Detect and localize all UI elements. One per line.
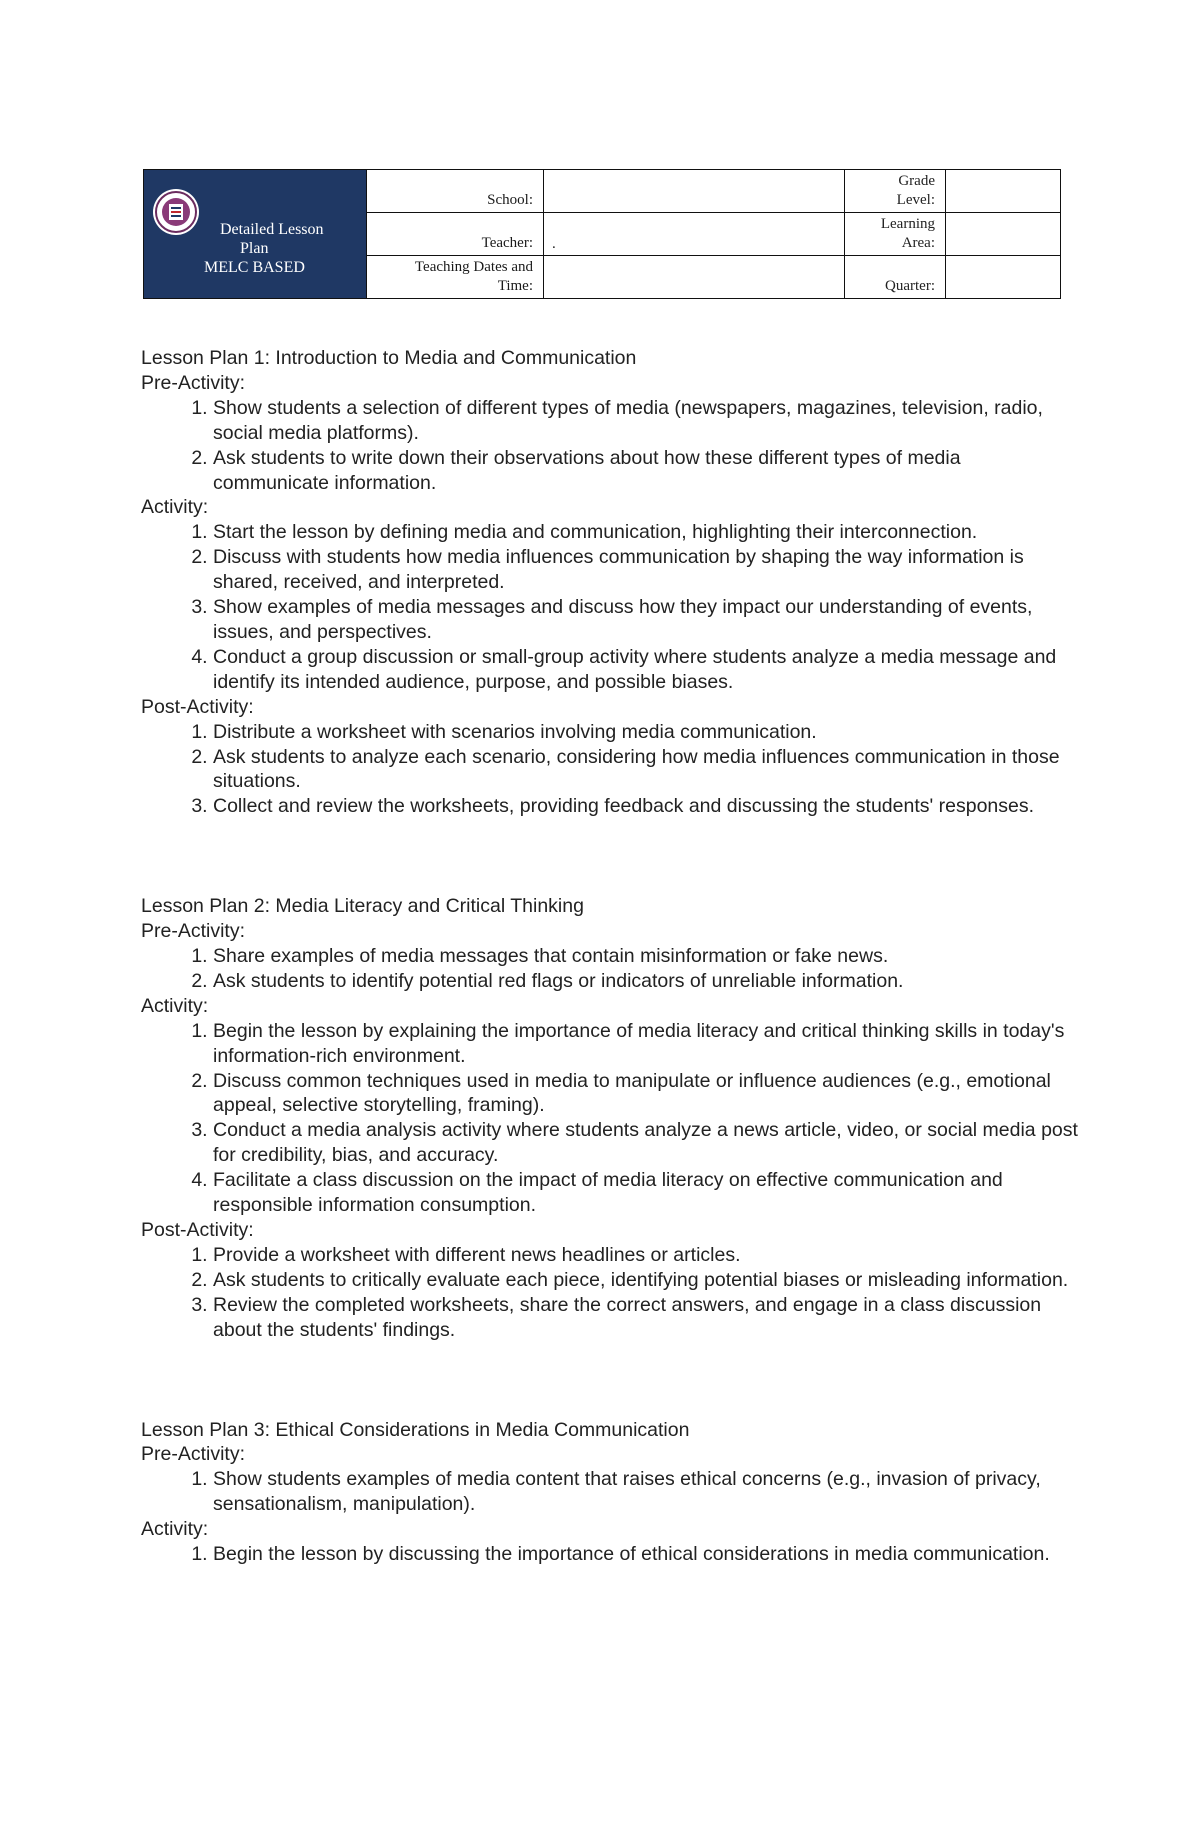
activity-heading: Activity: xyxy=(141,496,209,519)
activity-list xyxy=(141,520,1081,694)
list-item: 1. Start the lesson by defining media and communication, highlighting their interconnection. xyxy=(213,520,1081,545)
post-activity-heading: Post-Activity: xyxy=(141,1219,254,1241)
list-item: 1. Share examples of media messages that contain misinformation or fake news. xyxy=(213,944,1081,969)
list-item: 3. Collect and review the worksheets, providing feedback and discussing the students' responses. xyxy=(213,794,1081,819)
list-item: 1. Begin the lesson by explaining the importance of media literacy and critical thinking skills in today's information-rich environment. xyxy=(213,1019,1081,1069)
activity-list xyxy=(141,1019,1081,1218)
section-spacer xyxy=(141,819,1081,894)
list-item: 2. Discuss with students how media influences communication by shaping the way information is shared, received, and interpreted. xyxy=(213,545,1081,595)
post-activity-heading: Post-Activity: xyxy=(141,695,254,718)
list-item: 1. Provide a worksheet with different news headlines or articles. xyxy=(213,1243,1081,1268)
post-activity-list xyxy=(141,1243,1081,1343)
pre-activity-list xyxy=(141,1467,1081,1517)
list-item: 2. Ask students to critically evaluate each piece, identifying potential biases or misleading information. xyxy=(213,1268,1081,1293)
pre-activity-heading: Pre-Activity: xyxy=(141,371,246,394)
list-item: 3. Conduct a media analysis activity where students analyze a news article, video, or social media post for credibility, bias, and accuracy. xyxy=(213,1118,1081,1168)
quarter-field[interactable] xyxy=(946,256,1061,299)
teacher-label: Teacher: xyxy=(367,213,544,256)
school-label: School: xyxy=(367,170,544,213)
brand-title-line2: Plan xyxy=(240,240,269,257)
pre-activity-heading: Pre-Activity: xyxy=(141,1443,246,1466)
list-item: 4. Facilitate a class discussion on the impact of media literacy on effective communication and responsible information consumption. xyxy=(213,1168,1081,1218)
activity-list xyxy=(141,1542,1081,1567)
activity-heading: Activity: xyxy=(141,1518,209,1541)
document-body xyxy=(141,346,1081,1567)
grade-level-label: Grade Level: xyxy=(845,170,946,213)
list-item: 1. Show students examples of media content that raises ethical concerns (e.g., invasion of privacy, sensationalism, manipulation). xyxy=(213,1467,1081,1517)
list-item: 2. Ask students to write down their observations about how these different types of media communicate information. xyxy=(213,446,1081,496)
grade-level-field[interactable] xyxy=(946,170,1061,213)
list-item: 3. Show examples of media messages and discuss how they impact our understanding of events, issues, and perspectives. xyxy=(213,595,1081,645)
list-item: 1. Begin the lesson by discussing the importance of ethical considerations in media communication. xyxy=(213,1542,1081,1567)
header-brand-cell xyxy=(144,170,367,299)
section-spacer xyxy=(141,1343,1081,1418)
lesson-plan-3 xyxy=(141,1418,1081,1567)
activity-heading: Activity: xyxy=(141,994,209,1017)
pre-activity-list xyxy=(141,396,1081,496)
teaching-dates-label: Teaching Dates and Time: xyxy=(367,256,544,299)
lesson-plan-title: Lesson Plan 2: Media Literacy and Critical Thinking xyxy=(141,895,584,918)
quarter-label: Quarter: xyxy=(845,256,946,299)
lesson-plan-1 xyxy=(141,346,1081,819)
school-field[interactable] xyxy=(544,170,845,213)
brand-title-line1: Detailed Lesson xyxy=(220,221,324,238)
pre-activity-list xyxy=(141,944,1081,994)
deped-seal-icon xyxy=(152,188,200,236)
post-activity-list xyxy=(141,720,1081,820)
brand-subtitle: MELC BASED xyxy=(204,259,305,276)
learning-area-field[interactable] xyxy=(946,213,1061,256)
teacher-field[interactable] xyxy=(544,213,845,256)
list-item: 3. Review the completed worksheets, share the correct answers, and engage in a class discussion about the students' findings. xyxy=(213,1293,1081,1343)
lesson-plan-2 xyxy=(141,894,1081,1342)
list-item: 4. Conduct a group discussion or small-group activity where students analyze a media message and identify its intended audience, purpose, and possible biases. xyxy=(213,645,1081,695)
list-item: 2. Ask students to identify potential red flags or indicators of unreliable information. xyxy=(213,969,1081,994)
learning-area-label: Learning Area: xyxy=(845,213,946,256)
lesson-plan-title: Lesson Plan 3: Ethical Considerations in Media Communication xyxy=(141,1418,690,1441)
list-item: 2. Discuss common techniques used in media to manipulate or influence audiences (e.g., emotional appeal, selective storytelling, framing). xyxy=(213,1069,1081,1119)
list-item: 2. Ask students to analyze each scenario, considering how media influences communication in those situations. xyxy=(213,745,1081,795)
teaching-dates-field[interactable] xyxy=(544,256,845,299)
list-item: 1. Show students a selection of different types of media (newspapers, magazines, television, radio, social media platforms). xyxy=(213,396,1081,446)
pre-activity-heading: Pre-Activity: xyxy=(141,920,246,943)
teacher-value: . xyxy=(552,236,556,252)
header-table xyxy=(143,169,1061,299)
lesson-plan-title: Lesson Plan 1: Introduction to Media and Communication xyxy=(141,347,637,369)
list-item: 1. Distribute a worksheet with scenarios involving media communication. xyxy=(213,720,1081,745)
